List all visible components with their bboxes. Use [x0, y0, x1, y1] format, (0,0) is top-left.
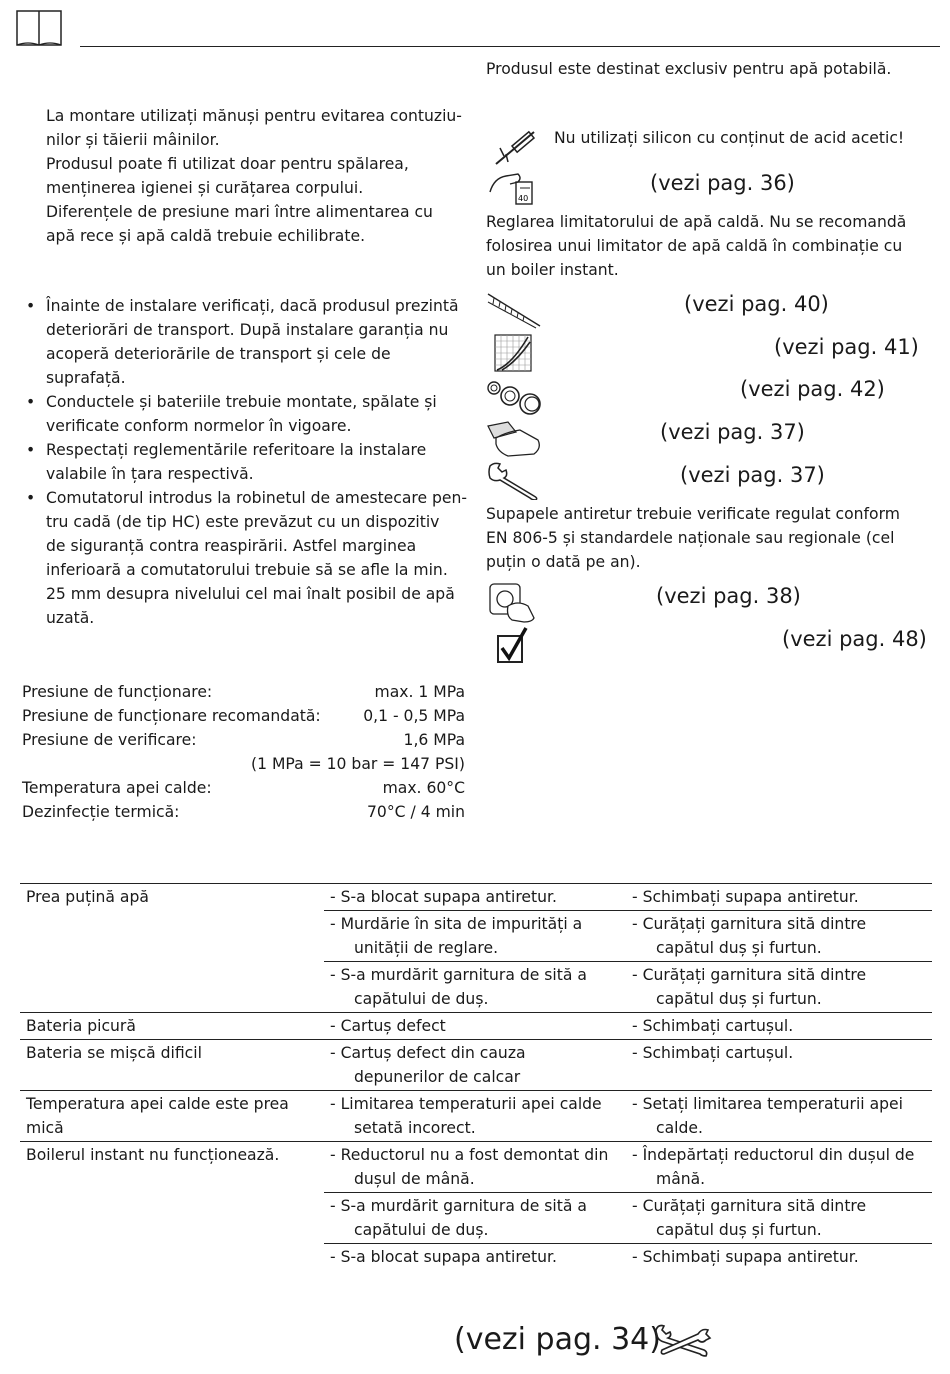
spec-row: Dezinfecție termică: 70°C / 4 min: [22, 803, 465, 821]
spec-row: Temperatura apei calde: max. 60°C: [22, 779, 465, 797]
table-row: Prea puțină apă - S-a blocat supapa antiretur. - Schimbați supapa antiretur.: [20, 884, 932, 911]
page-ref: (vezi pag. 41): [774, 335, 919, 359]
page-ref: (vezi pag. 37): [660, 420, 805, 444]
wrench-icon: [486, 460, 542, 504]
table-row: - S-a murdărit garnitura de sită a capătului de duș. - Curățați garnitura sită dintre capătul duș și furtun.: [20, 962, 932, 1013]
limiter-note: Reglarea limitatorului de apă caldă. Nu se recomandă folosirea unui limitator de apă caldă în combinație cu un boiler instant.: [486, 213, 907, 279]
page-ref: (vezi pag. 36): [650, 171, 795, 195]
spare-parts-icon: [486, 376, 544, 420]
technical-specs: [22, 680, 465, 824]
table-row: Temperatura apei calde este prea mică - Limitarea temperaturii apei calde setată incorect. - Setați limitarea temperaturii apei calde.: [20, 1091, 932, 1142]
troubleshooting-table: [20, 883, 932, 1270]
potable-note: Produsul este destinat exclusiv pentru apă potabilă.: [486, 60, 892, 78]
wrenches-icon: [652, 1320, 712, 1364]
page-ref: (vezi pag. 38): [656, 584, 801, 608]
cleaning-hand-icon: [486, 418, 544, 462]
bullet-item: • Conductele și bateriile trebuie montate, spălate și verificate conform normelor în vigoare.: [24, 390, 468, 438]
table-row: - S-a blocat supapa antiretur. - Schimbați supapa antiretur.: [20, 1244, 932, 1271]
hand-thermostat-icon: [488, 168, 534, 210]
table-row: - Murdărie în sita de impurități a unității de reglare. - Curățați garnitura sită dintre capătul duș și furtun.: [20, 911, 932, 962]
spec-row: (1 MPa = 10 bar = 147 PSI): [250, 755, 465, 773]
bullet-item: • Înainte de instalare verificați, dacă produsul prezintă deteriorări de transport. După instalare garanția nu acoperă deteriorările de transport și cele de suprafață.: [24, 294, 468, 390]
table-row: Bateria picură - Cartuș defect - Schimbați cartușul.: [20, 1013, 932, 1040]
spec-row: Presiune de verificare: 1,6 MPa: [22, 731, 465, 749]
svg-text:40: 40: [518, 194, 529, 203]
table-row: Boilerul instant nu funcționează. - Reductorul nu a fost demontat din dușul de mână. - Îndepărtați reductorul din dușul de mână.: [20, 1142, 932, 1193]
page-ref: (vezi pag. 48): [782, 627, 927, 651]
book-icon: [16, 10, 62, 48]
table-row: Bateria se mișcă dificil - Cartuș defect din cauza depunerilor de calcar - Schimbați cartușul.: [20, 1040, 932, 1091]
hand-dial-icon: [488, 582, 538, 628]
ruler-icon: [486, 290, 542, 334]
table-row: - S-a murdărit garnitura de sită a capătului de duș. - Curățați garnitura sită dintre capătul duș și furtun.: [20, 1193, 932, 1244]
spec-row: Presiune de funcționare: max. 1 MPa: [22, 683, 465, 701]
flow-diagram-icon: [494, 334, 532, 376]
installation-bullets: [24, 294, 468, 630]
checkmark-icon: [496, 626, 528, 670]
page-ref: (vezi pag. 42): [740, 377, 885, 401]
bullet-item: • Respectați reglementările referitoare la instalare valabile în țara respectivă.: [24, 438, 468, 486]
footer-page-ref: (vezi pag. 34): [454, 1322, 661, 1357]
silicone-gun-icon: [492, 126, 542, 170]
spec-row: Presiune de funcționare recomandată: 0,1 - 0,5 MPa: [22, 707, 465, 725]
antiretur-note: Supapele antiretur trebuie verificate regulat conform EN 806-5 și standardele naționale sau regionale (cel puțin o dată pe an).: [486, 505, 900, 571]
silicone-warning: Nu utilizați silicon cu conținut de acid acetic!: [554, 129, 905, 147]
header-rule: [80, 46, 940, 47]
page-ref: (vezi pag. 40): [684, 292, 829, 316]
intro-text: La montare utilizați mănuși pentru evitarea contuziu- nilor și tăierii mâinilor. Produsul poate fi utilizat doar pentru spălarea, menținerea igienei și curățarea corpului. Diferențele de presiune mari între alimentarea cu apă rece și apă caldă trebuie echilibrate.: [46, 107, 462, 245]
bullet-item: • Comutatorul introdus la robinetul de amestecare pen- tru cadă (de tip HC) este prevăzut cu un dispozitiv de siguranță contra reaspirării. Astfel marginea inferioară a comutatorului trebuie să se afle la min. 25 mm desupra nivelului cel mai înalt posibil de apă uzată.: [24, 486, 468, 630]
page-ref: (vezi pag. 37): [680, 463, 825, 487]
